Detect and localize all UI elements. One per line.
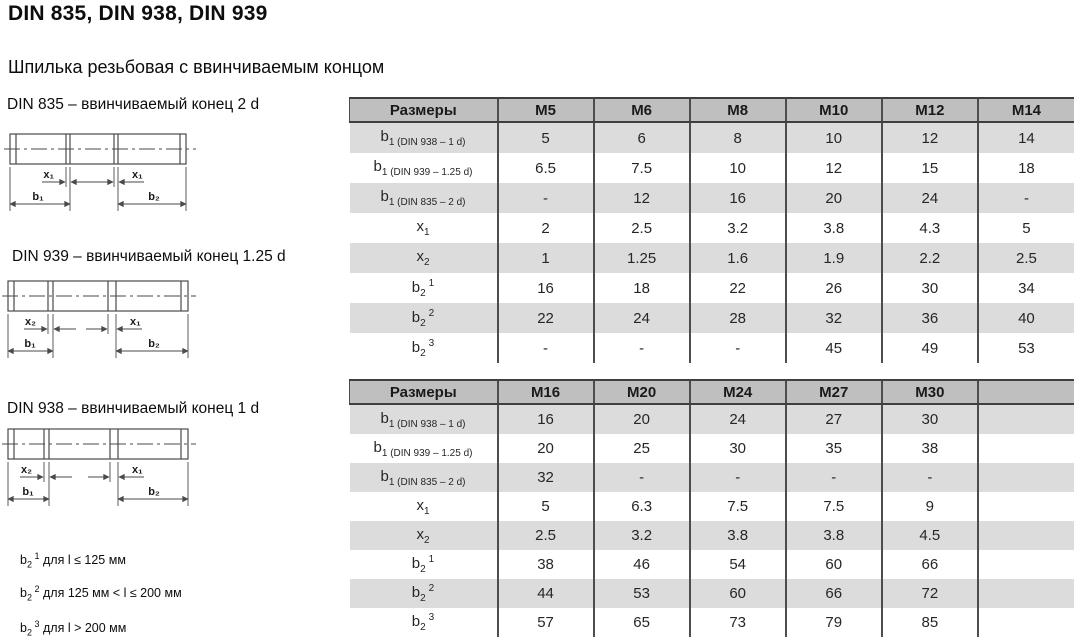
dimensions-table [349,97,1074,363]
value-cell: 66 [882,550,978,579]
row-label: $b_{1 (DIN 835 - 2 d)}$ [380,467,466,488]
table-row [350,404,1074,434]
row-label: $x_2$ [416,248,430,268]
table-row [350,608,1074,637]
footnote-text: для l ≤ 125 мм [42,553,126,568]
thread-size-header: M14 [978,98,1074,122]
stud-drawing-din939 [2,271,202,366]
value-cell: - [882,463,978,492]
table-row [350,303,1074,333]
value-cell: 4.5 [882,521,978,550]
value-cell: 1.9 [786,243,882,273]
table-row [350,579,1074,608]
footnote-text: для l > 200 мм [42,621,127,636]
table-row [350,521,1074,550]
value-cell: 3.2 [690,213,786,243]
value-cell: 30 [882,404,978,434]
value-cell: 3.8 [786,521,882,550]
footnote-symbol: b [20,586,27,601]
thread-size-header [978,380,1074,404]
row-label: $b_{1 (DIN 939 - 1.25 d)}$ [373,438,473,459]
thread-size-header: M12 [882,98,978,122]
dim-b1-label: b₁ [24,338,36,350]
stud-drawing-din835 [4,124,204,219]
value-cell: 26 [786,273,882,303]
value-cell: 22 [690,273,786,303]
sizes-column-header: Размеры [350,98,498,122]
value-cell [978,579,1074,608]
value-cell: 5 [978,213,1074,243]
value-cell: 66 [786,579,882,608]
value-cell: 2.2 [882,243,978,273]
table-row [350,492,1074,521]
row-label: $x_1$ [416,218,430,238]
value-cell: 10 [690,153,786,183]
row-label: $b_2$ $^2$ [411,307,435,329]
dim-b1-label: b₁ [22,486,34,498]
value-cell: - [498,183,594,213]
value-cell: 49 [882,333,978,363]
value-cell [978,404,1074,434]
value-cell: 20 [786,183,882,213]
dim-b2-label: b₂ [148,191,160,203]
value-cell: 12 [594,183,690,213]
value-cell [978,463,1074,492]
value-cell: 18 [594,273,690,303]
value-cell [978,550,1074,579]
table-row [350,153,1074,183]
table-row [350,333,1074,363]
row-label: $b_2$ $^1$ [411,277,435,299]
value-cell: 7.5 [690,492,786,521]
value-cell: 38 [882,434,978,463]
value-cell: - [690,463,786,492]
value-cell: 10 [786,122,882,153]
value-cell: 73 [690,608,786,637]
row-label: $b_2$ $^3$ [411,612,435,633]
value-cell: - [498,333,594,363]
value-cell: 16 [690,183,786,213]
value-cell: 7.5 [786,492,882,521]
value-cell: 6.3 [594,492,690,521]
page-title: DIN 835, DIN 938, DIN 939 [8,2,268,25]
value-cell: 12 [882,122,978,153]
dim-x-right-label: x₁ [130,316,141,328]
value-cell: 60 [786,550,882,579]
value-cell: 20 [498,434,594,463]
size-table-m5-m14 [349,97,1074,363]
table-row [350,463,1074,492]
thread-size-header: M30 [882,380,978,404]
value-cell: - [978,183,1074,213]
value-cell: 25 [594,434,690,463]
thread-size-header: M10 [786,98,882,122]
value-cell: 38 [498,550,594,579]
value-cell: 2.5 [978,243,1074,273]
thread-size-header: M5 [498,98,594,122]
value-cell: 30 [690,434,786,463]
footnote-b2-2: $b_2$ $^2$ для 125 мм < l ≤ 200 мм [20,584,182,603]
diagram-label-din939: DIN 939 – ввинчиваемый конец 1.25 d [12,248,286,265]
dim-x-right-label: x₁ [132,464,143,476]
value-cell: 16 [498,404,594,434]
value-cell: 2.5 [594,213,690,243]
thread-size-header: M16 [498,380,594,404]
footnote-symbol: b [20,553,27,568]
value-cell: 53 [594,579,690,608]
value-cell: 5 [498,492,594,521]
footnote-symbol: b [20,621,27,636]
row-label: $b_2$ $^2$ [411,583,435,604]
thread-size-header: M27 [786,380,882,404]
footnote-b2-1: $b_2$ $^1$ для l ≤ 125 мм [20,551,126,570]
value-cell: 20 [594,404,690,434]
thread-size-header: M24 [690,380,786,404]
value-cell: - [594,333,690,363]
table-row [350,243,1074,273]
value-cell: 45 [786,333,882,363]
row-label: $b_{1 (DIN 939 - 1.25 d)}$ [373,158,473,178]
value-cell: 79 [786,608,882,637]
dim-x-right-label: x₁ [132,169,143,181]
value-cell: 30 [882,273,978,303]
footnote-b2-3: $b_2$ $^3$ для l > 200 мм [20,619,127,638]
size-table-m16-m30 [349,379,1074,637]
value-cell: 46 [594,550,690,579]
value-cell: 18 [978,153,1074,183]
value-cell: 2.5 [498,521,594,550]
value-cell [978,521,1074,550]
diagram-label-din835: DIN 835 – ввинчиваемый конец 2 d [7,96,260,113]
dim-b1-label: b₁ [32,191,44,203]
value-cell: 3.8 [690,521,786,550]
value-cell: 34 [978,273,1074,303]
value-cell: 3.8 [786,213,882,243]
value-cell: 6 [594,122,690,153]
row-label: $b_2$ $^1$ [411,554,435,575]
value-cell: - [690,333,786,363]
dim-x-left-label: x₂ [20,464,32,476]
value-cell: 8 [690,122,786,153]
value-cell: 57 [498,608,594,637]
value-cell: 27 [786,404,882,434]
value-cell [978,434,1074,463]
table-row [350,273,1074,303]
diagram-label-din938: DIN 938 – ввинчиваемый конец 1 d [7,400,260,417]
row-label: $b_{1 (DIN 835 - 2 d)}$ [380,188,466,208]
sizes-column-header: Размеры [350,380,498,404]
thread-size-header: M8 [690,98,786,122]
value-cell [978,608,1074,637]
value-cell: 4.3 [882,213,978,243]
row-label: $b_{1 (DIN 938 - 1 d)}$ [380,128,466,148]
value-cell: 54 [690,550,786,579]
value-cell: 6.5 [498,153,594,183]
table-row [350,213,1074,243]
value-cell: 72 [882,579,978,608]
row-label: $b_{1 (DIN 938 - 1 d)}$ [380,409,466,430]
value-cell: 28 [690,303,786,333]
dim-x-left-label: x₂ [24,316,36,328]
thread-size-header: M6 [594,98,690,122]
header-row [350,380,1074,404]
stud-drawing-din938 [2,419,202,514]
row-label: $b_2$ $^3$ [411,337,435,359]
dimensions-table [349,379,1074,637]
page-subtitle: Шпилька резьбовая с ввинчиваемым концом [8,57,385,77]
value-cell: 2 [498,213,594,243]
dim-x-left-label: x₁ [43,169,54,181]
dim-b2-label: b₂ [148,486,160,498]
value-cell: 40 [978,303,1074,333]
value-cell: 60 [690,579,786,608]
row-label: $x_1$ [416,496,430,517]
value-cell: 65 [594,608,690,637]
value-cell: 24 [882,183,978,213]
table-row [350,434,1074,463]
value-cell: 1.6 [690,243,786,273]
value-cell: 14 [978,122,1074,153]
value-cell: 7.5 [594,153,690,183]
value-cell: - [786,463,882,492]
value-cell: 16 [498,273,594,303]
value-cell: 53 [978,333,1074,363]
value-cell: 35 [786,434,882,463]
table-row [350,183,1074,213]
header-row [350,98,1074,122]
value-cell: 3.2 [594,521,690,550]
value-cell: 12 [786,153,882,183]
value-cell: 9 [882,492,978,521]
value-cell: 85 [882,608,978,637]
value-cell: 32 [786,303,882,333]
value-cell: 36 [882,303,978,333]
value-cell: 44 [498,579,594,608]
value-cell: 24 [690,404,786,434]
footnote-text: для 125 мм < l ≤ 200 мм [42,586,182,601]
value-cell: - [594,463,690,492]
value-cell: 22 [498,303,594,333]
dim-b2-label: b₂ [148,338,160,350]
row-label: $x_2$ [416,525,430,546]
thread-size-header: M20 [594,380,690,404]
value-cell [978,492,1074,521]
value-cell: 1 [498,243,594,273]
table-row [350,122,1074,153]
value-cell: 24 [594,303,690,333]
value-cell: 5 [498,122,594,153]
value-cell: 1.25 [594,243,690,273]
value-cell: 15 [882,153,978,183]
table-row [350,550,1074,579]
value-cell: 32 [498,463,594,492]
